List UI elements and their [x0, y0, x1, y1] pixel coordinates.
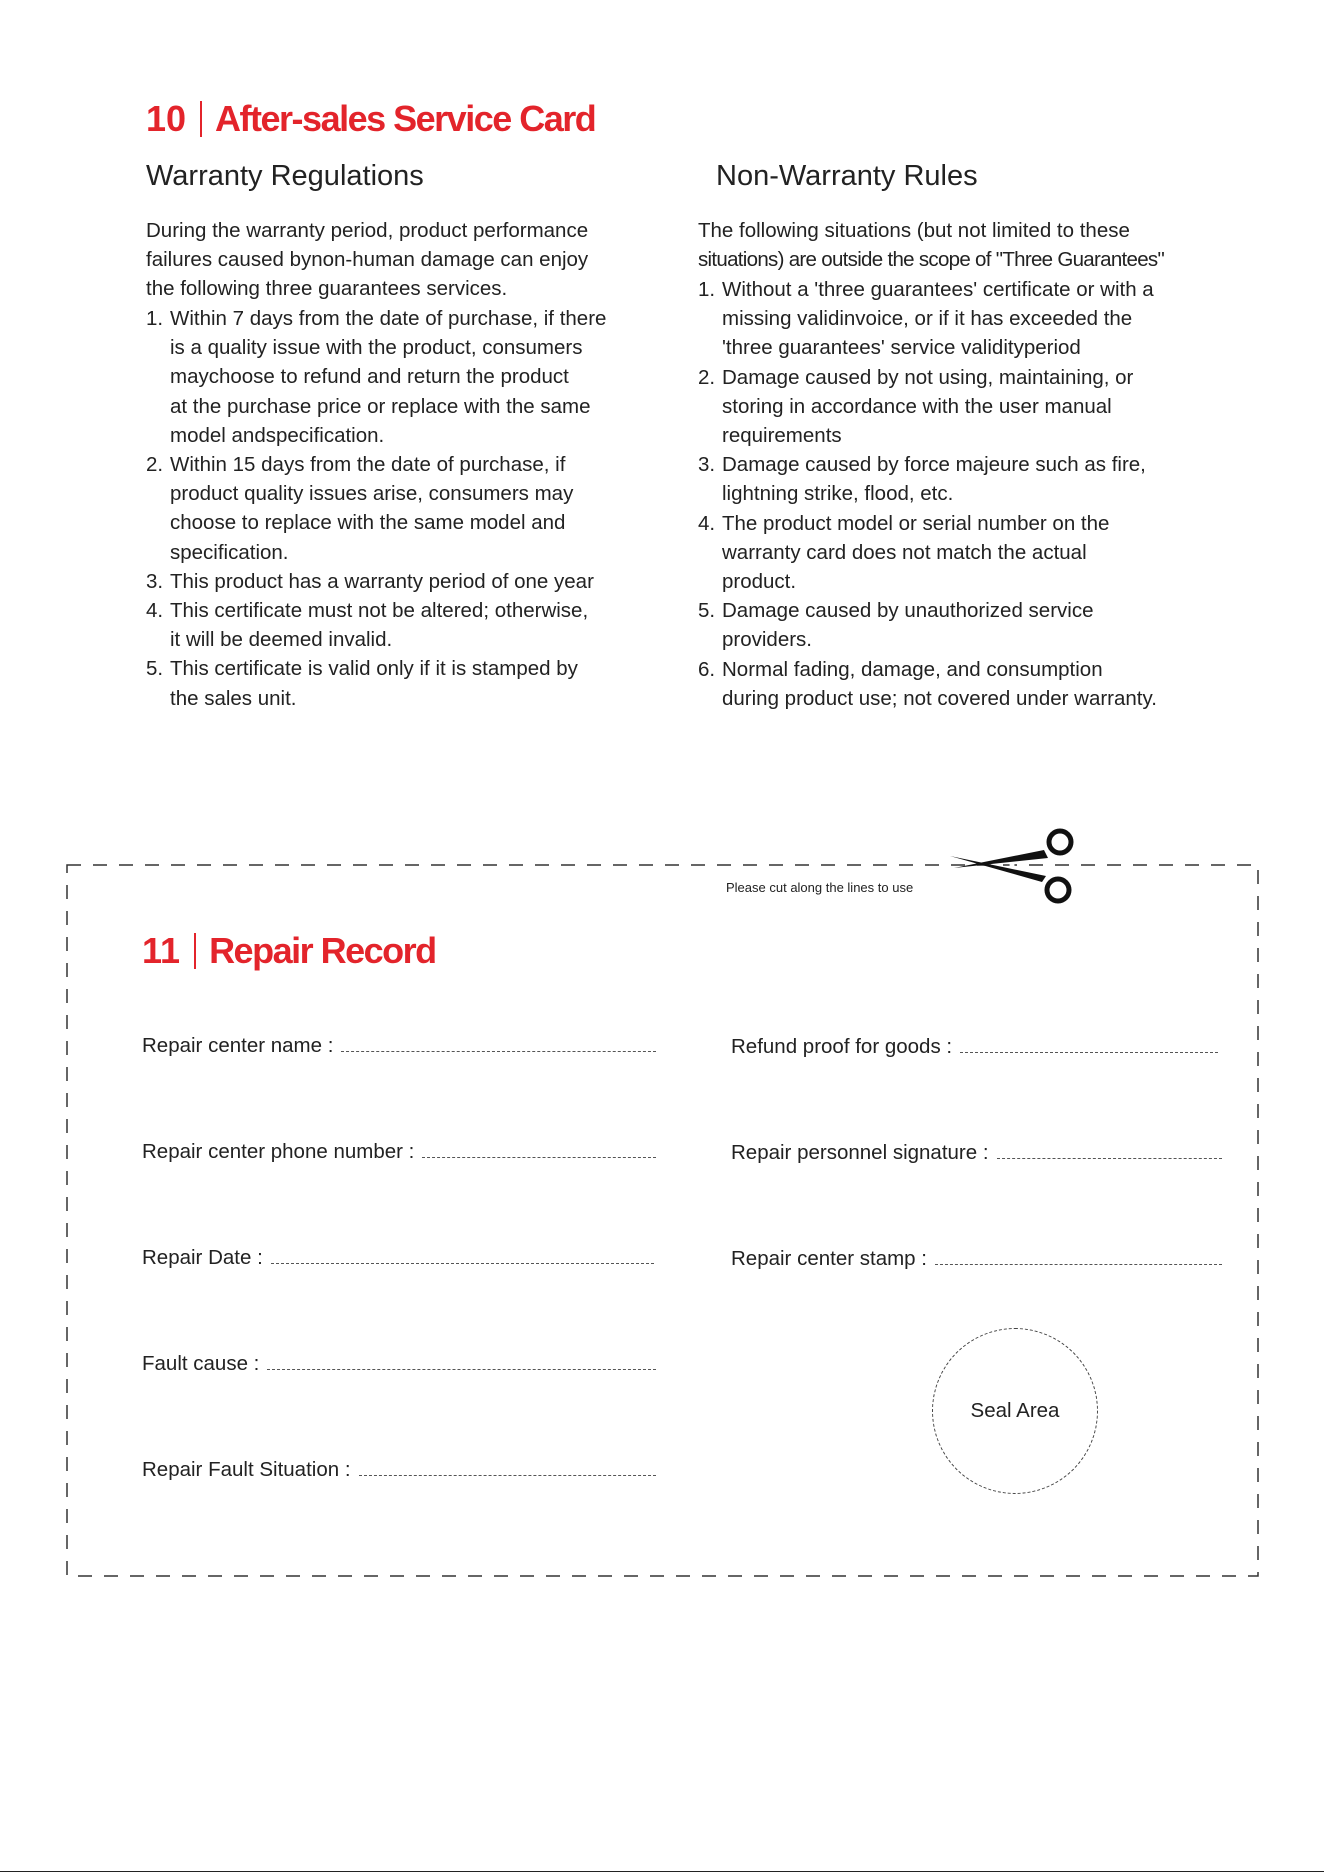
seal-area[interactable]	[932, 1328, 1098, 1494]
non-warranty-title: Non-Warranty Rules	[716, 160, 978, 192]
warranty-intro-line: failures caused bynon-human damage can enjoy	[146, 248, 589, 272]
non-warranty-item-number: 3.	[698, 453, 716, 477]
non-warranty-item-number: 4.	[698, 511, 716, 535]
non-warranty-item	[698, 655, 1157, 713]
non-warranty-item-text: The product model or serial number on the warranty card does not match the actual product.	[722, 511, 1110, 594]
non-warranty-item-number: 2.	[698, 365, 716, 389]
non-warranty-item	[698, 275, 1157, 363]
section-11-divider	[194, 933, 196, 969]
non-warranty-list	[698, 275, 1157, 713]
section-10-divider	[200, 101, 202, 137]
field-label: Repair center phone number :	[142, 1140, 415, 1163]
non-warranty-item-text: Normal fading, damage, and consumption during product use; not covered under warranty.	[722, 657, 1157, 710]
repair-center-phone-field[interactable]	[142, 1140, 656, 1164]
warranty-item-number: 1.	[146, 307, 164, 330]
scissors-icon	[948, 828, 1078, 908]
section-10-number: 10	[146, 98, 187, 139]
cut-instruction: Please cut along the lines to use	[726, 880, 914, 895]
warranty-title: Warranty Regulations	[146, 160, 424, 192]
warranty-item-text: Within 15 days from the date of purchase, if product quality issues arise, consumers may choose to replace with the same model and specification.	[170, 453, 574, 564]
non-warranty-item	[698, 509, 1157, 597]
non-warranty-item	[698, 596, 1157, 654]
warranty-item-text: This product has a warranty period of one year	[170, 569, 594, 593]
section-11-title: Repair Record	[209, 930, 436, 971]
refund-proof-field[interactable]	[731, 1035, 1218, 1059]
section-10-heading	[146, 98, 595, 140]
warranty-item-text: This certificate is valid only if it is stamped by the sales unit.	[170, 657, 578, 710]
seal-area-label: Seal Area	[970, 1399, 1060, 1422]
warranty-intro-line: During the warranty period, product performance	[146, 219, 589, 242]
non-warranty-intro-line: The following situations (but not limited to these	[698, 219, 1130, 242]
field-fill-line[interactable]	[359, 1475, 656, 1476]
field-fill-line[interactable]	[960, 1052, 1218, 1053]
repair-center-stamp-field[interactable]	[731, 1247, 1222, 1271]
warranty-item	[146, 596, 606, 654]
warranty-item	[146, 654, 606, 712]
warranty-item-number: 2.	[146, 453, 164, 477]
warranty-item-number: 3.	[146, 569, 164, 593]
non-warranty-intro-line: situations) are outside the scope of "Three Guarantees"	[698, 248, 1165, 272]
non-warranty-item-number: 6.	[698, 657, 716, 681]
field-label: Repair personnel signature :	[731, 1141, 989, 1164]
repair-date-field[interactable]	[142, 1246, 654, 1270]
section-10-title: After-sales Service Card	[215, 98, 596, 139]
warranty-item	[146, 304, 606, 450]
warranty-item	[146, 567, 606, 596]
non-warranty-item-text: Damage caused by force majeure such as fire, lightning strike, flood, etc.	[722, 453, 1146, 506]
non-warranty-intro	[698, 216, 1164, 274]
repair-fault-situation-field[interactable]	[142, 1458, 656, 1482]
non-warranty-item-text: Damage caused by unauthorized service providers.	[722, 599, 1094, 652]
field-fill-line[interactable]	[271, 1263, 654, 1264]
field-label: Refund proof for goods :	[731, 1035, 953, 1058]
field-label: Repair Date :	[142, 1246, 263, 1269]
warranty-intro-line: the following three guarantees services.	[146, 277, 508, 301]
non-warranty-item-text: Without a 'three guarantees' certificate or with a missing validinvoice, or if it has exceeded the 'three guarantees' service validityperiod	[722, 278, 1154, 360]
field-fill-line[interactable]	[341, 1051, 656, 1052]
section-11-number: 11	[142, 930, 181, 971]
warranty-item-number: 4.	[146, 599, 164, 623]
non-warranty-item-text: Damage caused by not using, maintaining, or storing in accordance with the user manual requirements	[722, 365, 1134, 448]
repair-personnel-signature-field[interactable]	[731, 1141, 1222, 1165]
section-11-heading	[142, 930, 436, 972]
field-fill-line[interactable]	[997, 1158, 1222, 1159]
field-fill-line[interactable]	[422, 1157, 656, 1158]
non-warranty-item	[698, 363, 1157, 451]
warranty-list	[146, 304, 606, 713]
warranty-item-number: 5.	[146, 657, 164, 681]
warranty-intro	[146, 216, 588, 304]
non-warranty-item-number: 1.	[698, 278, 716, 301]
warranty-item	[146, 450, 606, 567]
field-label: Fault cause :	[142, 1352, 260, 1375]
non-warranty-item	[698, 450, 1157, 508]
repair-center-name-field[interactable]	[142, 1034, 656, 1058]
field-label: Repair center name :	[142, 1034, 334, 1057]
warranty-item-text: This certificate must not be altered; otherwise, it will be deemed invalid.	[170, 599, 589, 652]
field-label: Repair Fault Situation :	[142, 1458, 351, 1481]
field-fill-line[interactable]	[935, 1264, 1222, 1265]
non-warranty-item-number: 5.	[698, 599, 716, 623]
field-label: Repair center stamp :	[731, 1247, 927, 1270]
fault-cause-field[interactable]	[142, 1352, 656, 1376]
field-fill-line[interactable]	[267, 1369, 656, 1370]
warranty-item-text: Within 7 days from the date of purchase, if there is a quality issue with the product, consumers maychoose to refund and return the product at the purchase price or replace with the same model andspecification.	[170, 307, 607, 447]
